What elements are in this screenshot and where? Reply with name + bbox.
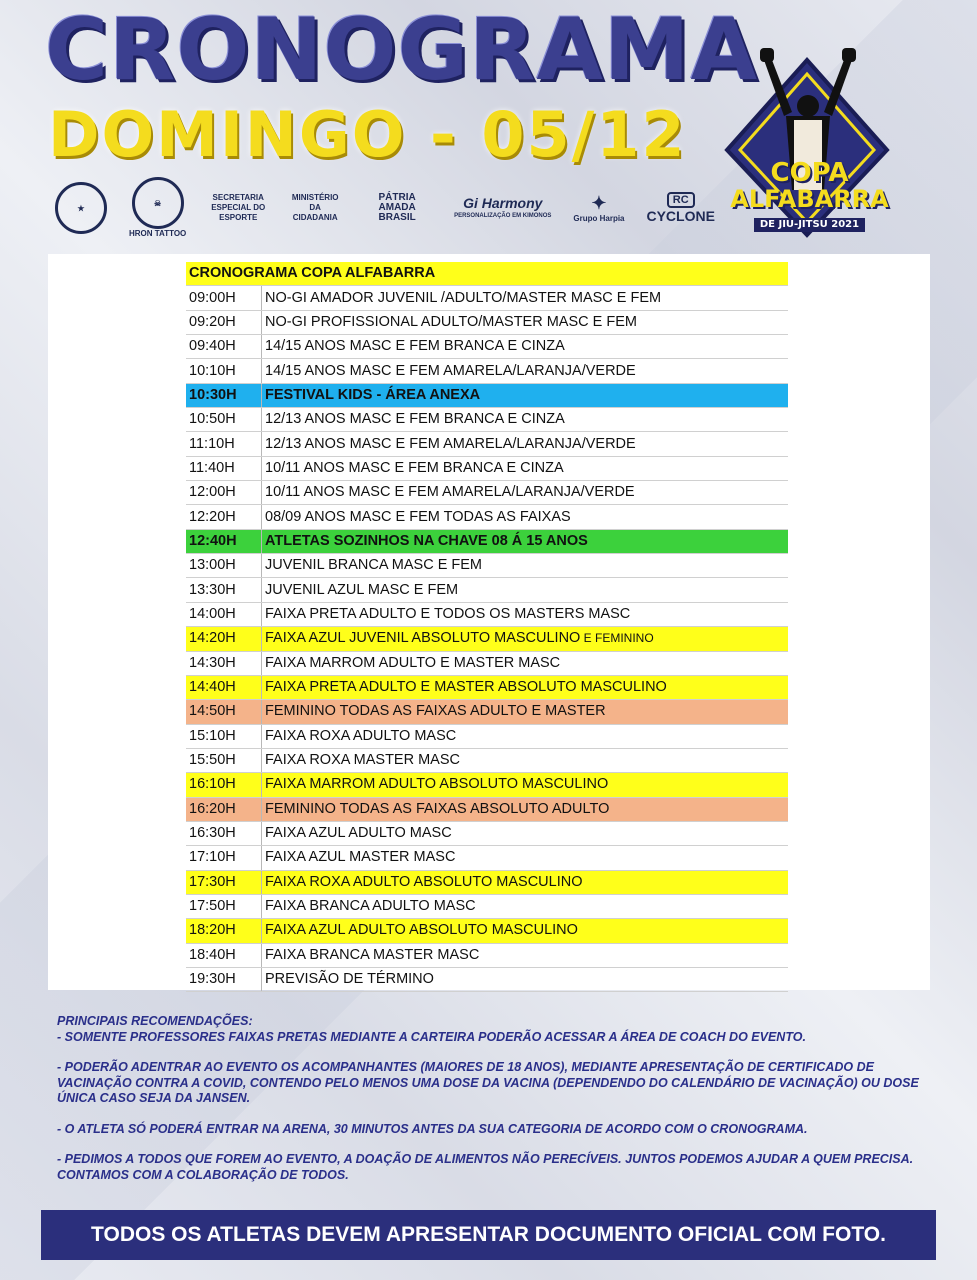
crest-icon: ★ (55, 182, 107, 234)
schedule-description (262, 700, 789, 724)
recommendations-heading: PRINCIPAIS RECOMENDAÇÕES: (57, 1014, 253, 1028)
schedule-description-text: 14/15 ANOS MASC E FEM BRANCA E CINZA (265, 338, 565, 355)
schedule-description-text: PREVISÃO DE TÉRMINO (265, 971, 434, 988)
schedule-description (262, 821, 789, 845)
schedule-description-text: FEMININO TODAS AS FAIXAS ABSOLUTO ADULTO (265, 800, 610, 817)
sponsor-secretaria-label: SECRETARIA ESPECIAL DO ESPORTE (211, 193, 266, 222)
schedule-description (262, 894, 789, 918)
sponsor-giharmony-label: Gi Harmony (463, 195, 543, 211)
schedule-row (186, 846, 788, 870)
schedule-time: 13:00H (186, 554, 262, 578)
schedule-row (186, 335, 788, 359)
sponsor-row (55, 178, 715, 238)
schedule-description (262, 310, 789, 334)
schedule-row (186, 724, 788, 748)
schedule-time: 18:20H (186, 919, 262, 943)
schedule-time: 12:00H (186, 481, 262, 505)
recommendation-item: - SOMENTE PROFESSORES FAIXAS PRETAS MEDIANTE A CARTEIRA PODERÃO ACESSAR A ÁREA DE COACH DO EVENTO. (57, 1029, 806, 1044)
schedule-time: 15:50H (186, 748, 262, 772)
schedule-description-text: FAIXA AZUL JUVENIL ABSOLUTO MASCULINO (265, 630, 581, 647)
schedule-time: 12:40H (186, 529, 262, 553)
schedule-description (262, 359, 789, 383)
schedule-row (186, 894, 788, 918)
schedule-description-text: FAIXA PRETA ADULTO E TODOS OS MASTERS MASC (265, 605, 631, 622)
schedule-row (186, 675, 788, 699)
recommendations (57, 1014, 937, 1198)
schedule-row (186, 748, 788, 772)
schedule-description (262, 602, 789, 626)
schedule-row (186, 481, 788, 505)
schedule-row (186, 651, 788, 675)
schedule-row (186, 870, 788, 894)
schedule-description-text: 08/09 ANOS MASC E FEM TODAS AS FAIXAS (265, 508, 571, 525)
recommendation-item: - PODERÃO ADENTRAR AO EVENTO OS ACOMPANHANTES (MAIORES DE 18 ANOS), MEDIANTE APRESENTAÇÃO DE CERTIFICADO DE VACINAÇÃO CONTRA A COVID, CONTENDO PELO MENOS UMA DOSE DA VACINA (DEPENDENDO DO CALENDÁRIO DE VACINAÇÃO) OU DOSE ÚNICA CASO SEJA DA JANSEN. (57, 1060, 919, 1105)
sponsor-hron-label: HRON TATTOO (128, 229, 187, 238)
schedule-description (262, 383, 789, 407)
schedule-row (186, 286, 788, 310)
schedule-description-text: 10/11 ANOS MASC E FEM AMARELA/LARANJA/VERDE (265, 484, 635, 501)
schedule-row (186, 456, 788, 480)
copa-logo-line2: ALFABARRA (730, 185, 889, 213)
schedule-description (262, 773, 789, 797)
schedule-description (262, 578, 789, 602)
sponsor-harpia (573, 193, 624, 224)
schedule-header-row (186, 262, 788, 286)
schedule-time: 19:30H (186, 967, 262, 991)
schedule-description (262, 432, 789, 456)
sponsor-ministerio-label: MINISTÉRIO DA CIDADANIA (291, 193, 339, 222)
schedule-row (186, 821, 788, 845)
schedule-time: 17:50H (186, 894, 262, 918)
sponsor-giharmony (454, 195, 551, 221)
schedule-time: 09:40H (186, 335, 262, 359)
schedule-description (262, 846, 789, 870)
schedule-row (186, 554, 788, 578)
schedule-description-text: FAIXA BRANCA MASTER MASC (265, 946, 480, 963)
schedule-description-text: FAIXA MARROM ADULTO E MASTER MASC (265, 654, 561, 671)
schedule-time: 18:40H (186, 943, 262, 967)
schedule-description (262, 870, 789, 894)
schedule-row (186, 529, 788, 553)
schedule-description-text: NO-GI PROFISSIONAL ADULTO/MASTER MASC E FEM (265, 313, 637, 330)
schedule-time: 16:10H (186, 773, 262, 797)
schedule-description (262, 724, 789, 748)
schedule-description-text: ATLETAS SOZINHOS NA CHAVE 08 Á 15 ANOS (265, 532, 588, 549)
sponsor-hron (129, 177, 186, 239)
schedule-row (186, 359, 788, 383)
schedule-description (262, 797, 789, 821)
schedule-time: 17:10H (186, 846, 262, 870)
schedule-row (186, 505, 788, 529)
schedule-time: 14:40H (186, 675, 262, 699)
cyclone-icon: RC (667, 192, 695, 208)
schedule-description (262, 408, 789, 432)
schedule-row (186, 578, 788, 602)
schedule-description (262, 505, 789, 529)
schedule-description-text: FAIXA AZUL MASTER MASC (265, 849, 456, 866)
schedule-description-text: FAIXA ROXA MASTER MASC (265, 752, 460, 769)
schedule-time: 10:10H (186, 359, 262, 383)
schedule-description (262, 919, 789, 943)
schedule-header: CRONOGRAMA COPA ALFABARRA (186, 262, 788, 286)
sponsor-cyclone-label: CYCLONE (646, 208, 715, 224)
skull-icon: ☠ (132, 177, 184, 229)
schedule-row (186, 773, 788, 797)
sponsor-secretaria (208, 193, 268, 223)
page-subtitle: DOMINGO - 05/12 (48, 98, 687, 171)
schedule-time: 10:50H (186, 408, 262, 432)
schedule-description (262, 286, 789, 310)
recommendation-item: - PEDIMOS A TODOS QUE FOREM AO EVENTO, A DOAÇÃO DE ALIMENTOS NÃO PERECÍVEIS. JUNTOS PODEMOS AJUDAR A QUEM PRECISA. CONTAMOS COM A COLABORAÇÃO DE TODOS. (57, 1152, 914, 1182)
schedule-row (186, 432, 788, 456)
schedule-description-text: 14/15 ANOS MASC E FEM AMARELA/LARANJA/VERDE (265, 362, 636, 379)
schedule-description-text: FAIXA AZUL ADULTO ABSOLUTO MASCULINO (265, 922, 578, 939)
schedule-description-text: FAIXA ROXA ADULTO MASC (265, 727, 457, 744)
copa-logo-line3: DE JIU-JITSU 2021 (754, 218, 865, 232)
schedule-description-text: FAIXA MARROM ADULTO ABSOLUTO MASCULINO (265, 776, 609, 793)
schedule-description (262, 481, 789, 505)
schedule-time: 09:20H (186, 310, 262, 334)
schedule-description-text: JUVENIL AZUL MASC E FEM (265, 581, 459, 598)
sponsor-giharmony-sub: PERSONALIZAÇÃO EM KIMONOS (454, 213, 552, 219)
schedule-time: 14:20H (186, 627, 262, 651)
schedule-time: 14:30H (186, 651, 262, 675)
schedule-time: 14:00H (186, 602, 262, 626)
footer-notice: TODOS OS ATLETAS DEVEM APRESENTAR DOCUMENTO OFICIAL COM FOTO. (41, 1210, 936, 1260)
schedule-time: 10:30H (186, 383, 262, 407)
schedule-description-extra: E FEMININO (580, 631, 654, 646)
schedule-description (262, 335, 789, 359)
schedule-description (262, 627, 789, 651)
schedule-time: 09:00H (186, 286, 262, 310)
schedule-time: 13:30H (186, 578, 262, 602)
recommendation-item: - O ATLETA SÓ PODERÁ ENTRAR NA ARENA, 30 MINUTOS ANTES DA SUA CATEGORIA DE ACORDO COM O CRONOGRAMA. (57, 1121, 808, 1136)
schedule-description-text: FAIXA BRANCA ADULTO MASC (265, 898, 476, 915)
schedule-row (186, 943, 788, 967)
copa-logo-text (722, 160, 897, 232)
schedule-description-text: FAIXA ROXA ADULTO ABSOLUTO MASCULINO (265, 873, 583, 890)
schedule-description (262, 748, 789, 772)
sponsor-cyclone (646, 192, 714, 224)
schedule-description-text: FESTIVAL KIDS - ÁREA ANEXA (265, 386, 481, 403)
schedule-description (262, 554, 789, 578)
sponsor-crest (55, 182, 107, 234)
sponsor-brasil (362, 193, 432, 223)
schedule-row (186, 408, 788, 432)
eagle-icon: ✦ (591, 192, 607, 213)
schedule-row (186, 602, 788, 626)
schedule-description-text: JUVENIL BRANCA MASC E FEM (265, 557, 483, 574)
schedule-row (186, 919, 788, 943)
schedule-row (186, 967, 788, 991)
schedule-row (186, 627, 788, 651)
schedule-description (262, 675, 789, 699)
schedule-description (262, 456, 789, 480)
schedule-row (186, 383, 788, 407)
schedule-description-text: FEMININO TODAS AS FAIXAS ADULTO E MASTER (265, 703, 606, 720)
schedule-description-text: 12/13 ANOS MASC E FEM BRANCA E CINZA (265, 411, 565, 428)
schedule-description-text: 12/13 ANOS MASC E FEM AMARELA/LARANJA/VERDE (265, 435, 636, 452)
schedule-time: 14:50H (186, 700, 262, 724)
schedule-time: 11:10H (186, 432, 262, 456)
schedule-description-text: FAIXA PRETA ADULTO E MASTER ABSOLUTO MASCULINO (265, 679, 667, 696)
copa-logo-line1: COPA (770, 158, 849, 188)
schedule-row (186, 700, 788, 724)
schedule-description-text: 10/11 ANOS MASC E FEM BRANCA E CINZA (265, 459, 564, 476)
sponsor-brasil-label: PÁTRIA AMADA BRASIL (378, 192, 416, 223)
schedule-time: 17:30H (186, 870, 262, 894)
schedule-description (262, 943, 789, 967)
schedule-description (262, 651, 789, 675)
schedule-time: 11:40H (186, 456, 262, 480)
schedule-description (262, 967, 789, 991)
schedule-description (262, 529, 789, 553)
schedule-row (186, 310, 788, 334)
schedule-description-text: FAIXA AZUL ADULTO MASC (265, 825, 452, 842)
schedule-description-text: NO-GI AMADOR JUVENIL /ADULTO/MASTER MASC E FEM (265, 289, 662, 306)
schedule-row (186, 797, 788, 821)
schedule-time: 16:20H (186, 797, 262, 821)
schedule-time: 15:10H (186, 724, 262, 748)
schedule-time: 16:30H (186, 821, 262, 845)
page-title: CRONOGRAMA (45, 0, 759, 100)
sponsor-ministerio (290, 193, 340, 223)
schedule-time: 12:20H (186, 505, 262, 529)
sponsor-harpia-label: Grupo Harpia (573, 213, 625, 223)
schedule-table (186, 262, 788, 992)
